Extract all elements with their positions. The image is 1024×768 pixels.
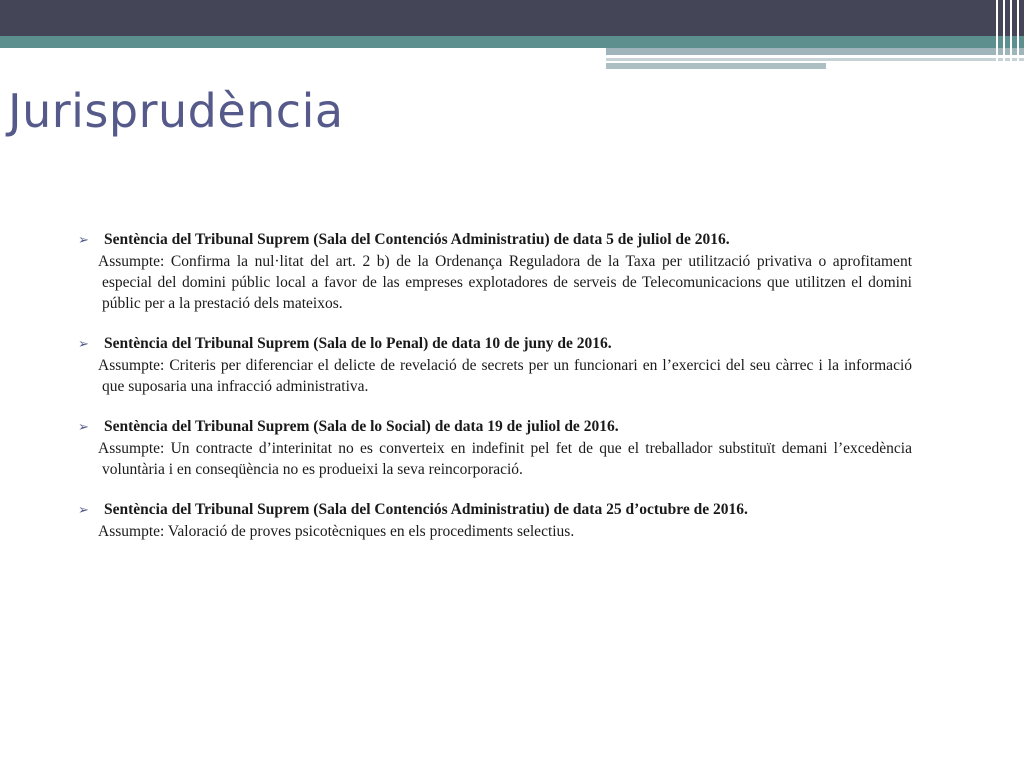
- item-description: Assumpte: Valoració de proves psicotècniques en els procediments selectius.: [98, 523, 575, 540]
- header-accent-line: [606, 58, 1024, 61]
- list-item: [76, 415, 912, 480]
- slide-title: Jurisprudència: [8, 84, 344, 138]
- arrow-bullet-icon: ➢: [78, 336, 89, 351]
- item-description: Assumpte: Confirma la nul·litat del art. 2 b) de la Ordenança Reguladora de la Taxa per utilització privativa o aprofitament especial del domini públic local a favor de las empreses explotadores de serveis de Telecomunicacions que utilitzen el domini públic per a la prestació dels mateixos.: [98, 253, 912, 312]
- list-item: [76, 332, 912, 397]
- item-heading-row: [76, 228, 912, 251]
- arrow-bullet-icon: ➢: [78, 419, 89, 434]
- header-band-teal: [0, 36, 1024, 48]
- item-heading-row: [76, 332, 912, 355]
- item-heading: Sentència del Tribunal Suprem (Sala del Contenciós Administratiu) de data 5 de juliol de 2016.: [104, 231, 730, 248]
- item-heading: Sentència del Tribunal Suprem (Sala de lo Social) de data 19 de juliol de 2016.: [104, 418, 619, 435]
- header-band-dark: [0, 0, 1024, 36]
- header-stripe: [996, 0, 998, 70]
- item-heading-row: [76, 498, 912, 521]
- item-heading: Sentència del Tribunal Suprem (Sala de lo Penal) de data 10 de juny de 2016.: [104, 335, 612, 352]
- arrow-bullet-icon: ➢: [78, 502, 89, 517]
- header-accent-line: [606, 63, 826, 69]
- arrow-bullet-icon: ➢: [78, 232, 89, 247]
- header-stripe: [1003, 0, 1005, 70]
- header-accent-line: [606, 48, 1024, 55]
- item-heading: Sentència del Tribunal Suprem (Sala del Contenciós Administratiu) de data 25 d’octubre de 2016.: [104, 501, 748, 518]
- item-description: Assumpte: Un contracte d’interinitat no es converteix en indefinit pel fet de que el treballador substituït demani l’excedència voluntària i en conseqüència no es produeixi la seva reincorporació.: [98, 440, 912, 478]
- item-description: Assumpte: Criteris per diferenciar el delicte de revelació de secrets per un funcionari en l’exercici del seu càrrec i la informació que suposaria una infracció administrativa.: [98, 357, 912, 395]
- header-stripe: [1010, 0, 1012, 70]
- header-stripe: [1017, 0, 1019, 70]
- list-item: [76, 228, 912, 314]
- content-list: [76, 228, 912, 560]
- list-item: [76, 498, 912, 542]
- item-heading-row: [76, 415, 912, 438]
